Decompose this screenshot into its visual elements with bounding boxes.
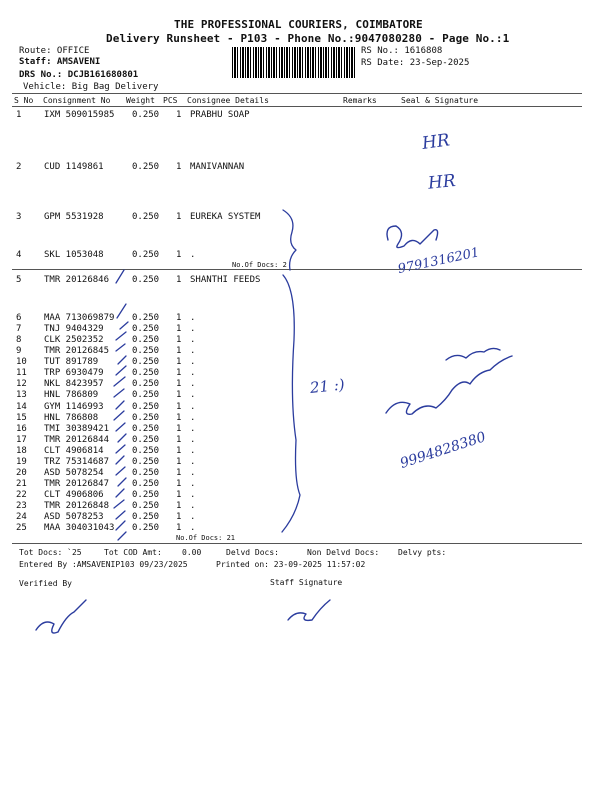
total-cod-label: Tot COD Amt: — [104, 548, 162, 557]
signature-scribble — [446, 348, 500, 360]
signature-group1: 9791316201 — [396, 245, 481, 278]
table-row: 16 TMI 30389421 0.250 1 . — [16, 424, 196, 434]
table-row: 22 CLT 4906806 0.250 1 . — [16, 490, 196, 500]
entered-by: Entered By :AMSAVENIP103 09/23/2025 — [19, 560, 188, 569]
tick-mark — [118, 434, 126, 442]
tick-mark — [116, 270, 124, 283]
bracket-mark — [282, 275, 300, 532]
staff-label: Staff: AMSAVENI — [19, 57, 101, 67]
table-row: 3 GPM 5531928 0.250 1 EUREKA SYSTEM — [16, 212, 261, 222]
table-row: 17 TMR 20126844 0.250 1 . — [16, 435, 196, 445]
tick-mark — [120, 322, 128, 329]
tick-mark — [117, 304, 126, 318]
tick-mark — [114, 500, 124, 508]
tick-mark — [114, 411, 124, 420]
printed-on: Printed on: 23-09-2025 11:57:02 — [216, 560, 366, 569]
tick-mark — [116, 401, 124, 409]
total-docs: Tot Docs: `25 — [19, 548, 82, 557]
verified-signature — [36, 600, 86, 633]
drs-number: DRS No.: DCJB161680801 — [19, 70, 139, 80]
tick-mark — [116, 366, 126, 375]
tick-mark — [116, 511, 125, 519]
tick-mark — [118, 356, 126, 364]
vehicle-label: Vehicle: Big Bag Delivery — [23, 82, 159, 92]
signature-scribble — [386, 356, 512, 414]
non-delivered-docs: Non Delvd Docs: — [307, 548, 380, 557]
tick-mark — [114, 389, 124, 397]
tick-mark — [116, 344, 125, 351]
table-row: 2 CUD 1149861 0.250 1 MANIVANNAN — [16, 162, 245, 172]
signature-group2: 9994828380 — [398, 429, 488, 472]
rs-number: RS No.: 1616808 — [361, 46, 443, 56]
total-cod-value: 0.00 — [182, 548, 202, 557]
table-row: 19 TRZ 75314687 0.250 1 . — [16, 457, 196, 467]
table-row: 8 CLK 2502352 0.250 1 . — [16, 335, 196, 345]
table-row: 4 SKL 1053048 0.250 1 . — [16, 250, 196, 260]
col-seal: Seal & Signature — [401, 96, 479, 105]
table-row: 12 NKL 8423957 0.250 1 . — [16, 379, 196, 389]
col-remarks: Remarks — [343, 96, 377, 105]
table-row: 9 TMR 20126845 0.250 1 . — [16, 346, 196, 356]
table-row: 25 MAA 304031043 0.250 1 . — [16, 523, 196, 533]
signature-row1: HR — [420, 130, 451, 155]
tick-mark — [118, 478, 126, 486]
table-row: 11 TRP 6930479 0.250 1 . — [16, 368, 196, 378]
table-row: 5 TMR 20126846 0.250 1 SHANTHI FEEDS — [16, 275, 261, 285]
signature-row2: HR — [427, 170, 457, 194]
tick-mark — [116, 445, 125, 453]
tick-mark — [116, 456, 124, 464]
table-row: 24 ASD 5078253 0.250 1 . — [16, 512, 196, 522]
tick-mark — [116, 489, 124, 497]
table-row: 7 TNJ 9404329 0.250 1 . — [16, 324, 196, 334]
company-title: THE PROFESSIONAL COURIERS, COIMBATORE — [174, 18, 423, 31]
table-row: 23 TMR 20126848 0.250 1 . — [16, 501, 196, 511]
table-row: 14 GYM 1146993 0.250 1 . — [16, 402, 196, 412]
col-weight: Weight — [126, 96, 155, 105]
tick-mark — [116, 332, 126, 340]
route-label: Route: OFFICE — [19, 46, 90, 56]
table-row: 15 HNL 786808 0.250 1 . — [16, 413, 196, 423]
col-consignee: Consignee Details — [187, 96, 269, 105]
tick-mark — [118, 532, 126, 540]
delivery-points: Delvy pts: — [398, 548, 447, 557]
rs-date: RS Date: 23-Sep-2025 — [361, 58, 470, 68]
tick-mark — [116, 521, 125, 530]
table-row: 6 MAA 713069879 0.250 1 . — [16, 313, 196, 323]
tick-mark — [116, 467, 125, 475]
group-doc-count: No.Of Docs: 2 — [232, 261, 287, 269]
table-row: 13 HNL 786809 0.250 1 . — [16, 390, 196, 400]
group-doc-count: No.Of Docs: 21 — [176, 534, 236, 542]
tick-mark — [116, 423, 125, 431]
verified-by-label: Verified By — [19, 579, 72, 588]
staff-signature-label: Staff Signature — [270, 578, 343, 587]
table-row: 20 ASD 5078254 0.250 1 . — [16, 468, 196, 478]
note-count: 21 :) — [309, 375, 346, 398]
staff-signature-scribble — [288, 600, 330, 620]
table-row: 18 CLT 4906814 0.250 1 . — [16, 446, 196, 456]
table-row: 21 TMR 20126847 0.250 1 . — [16, 479, 196, 489]
col-sno: S No — [14, 96, 34, 105]
signature-scribble — [387, 226, 438, 248]
col-consignment: Consignment No — [43, 96, 111, 105]
table-row: 10 TUT 891789 0.250 1 . — [16, 357, 196, 367]
runsheet-subtitle: Delivery Runsheet - P103 - Phone No.:9047080280 - Page No.:1 — [106, 32, 510, 45]
table-row: 1 IXM 509015985 0.250 1 PRABHU SOAP — [16, 110, 250, 120]
tick-mark — [114, 377, 125, 386]
bracket-mark — [283, 210, 296, 270]
delivered-docs: Delvd Docs: — [226, 548, 279, 557]
col-pcs: PCS — [163, 96, 178, 105]
